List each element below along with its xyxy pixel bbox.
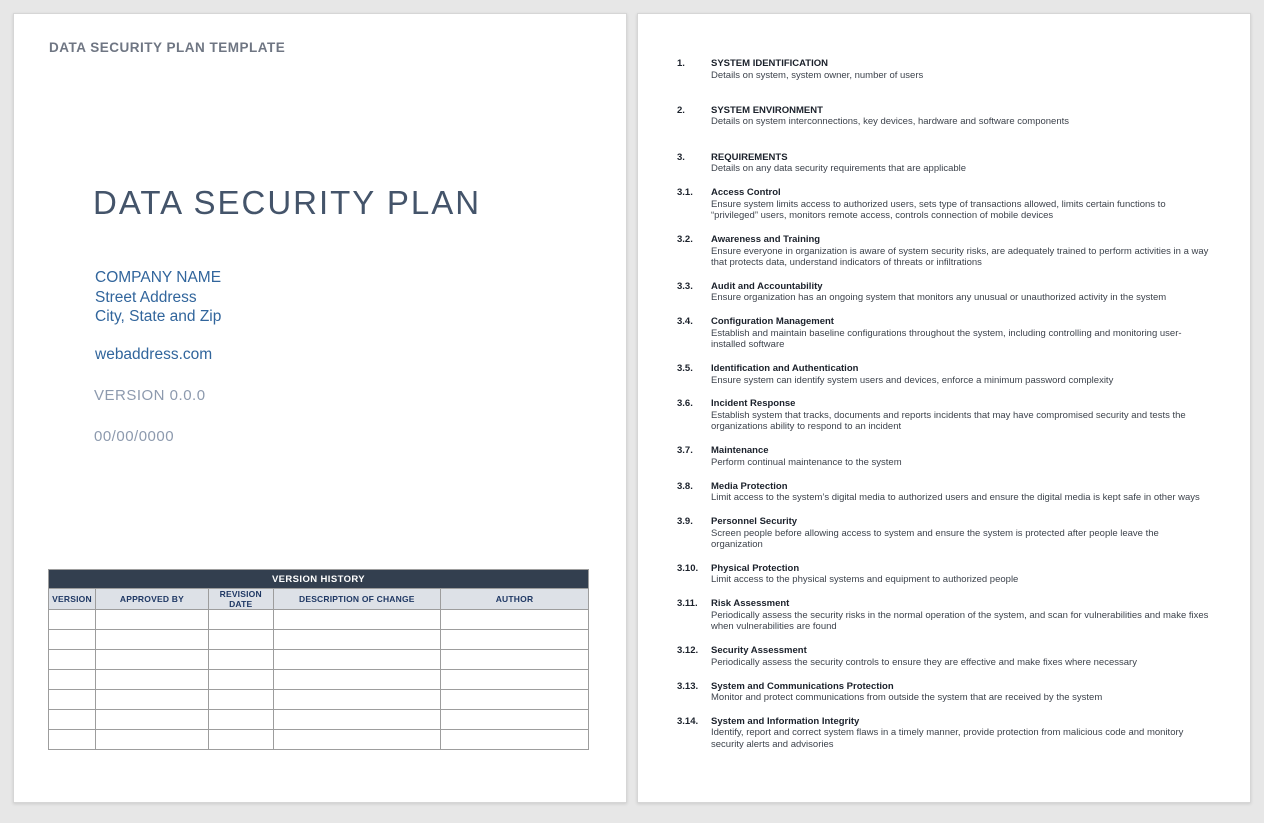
table-row <box>49 670 589 690</box>
section-title: SYSTEM IDENTIFICATION <box>711 58 828 69</box>
empty-cell <box>441 730 589 750</box>
section-body: Ensure system can identify system users and devices, enforce a minimum password complexity <box>711 374 1114 386</box>
empty-cell <box>49 670 96 690</box>
section-title: Incident Response <box>711 398 796 410</box>
empty-cell <box>208 670 273 690</box>
empty-cell <box>208 710 273 730</box>
section-number: 3.6. <box>677 398 693 410</box>
section-body: Establish system that tracks, documents and reports incidents that may have compromised security and tests the organizations ability to respond to an incident <box>711 409 1186 433</box>
section-number: 3.4. <box>677 316 693 328</box>
date-label: 00/00/0000 <box>94 428 175 445</box>
empty-cell <box>95 650 208 670</box>
section-title: Configuration Management <box>711 316 834 328</box>
section-number: 3.1. <box>677 187 693 199</box>
section-number: 3.10. <box>677 562 699 574</box>
section-number: 3. <box>677 151 685 163</box>
section-title: System and Communications Protection <box>711 680 894 692</box>
version-history-table <box>48 569 589 750</box>
empty-cell <box>95 630 208 650</box>
outline-section-3-5 <box>677 363 1210 386</box>
section-title: System and Information Integrity <box>711 715 860 727</box>
document-title: DATA SECURITY PLAN <box>93 184 482 221</box>
section-title: Physical Protection <box>711 562 800 574</box>
column-header-version: VERSION <box>49 589 96 610</box>
section-body: Limit access to the physical systems and equipment to authorized people <box>711 574 1019 586</box>
outline-section-3-13 <box>677 681 1210 704</box>
table-row <box>49 730 589 750</box>
section-body: Ensure system limits access to authorized users, sets type of transactions allowed, limits certain functions to “privileged” users, monitors remote access, controls connection of mobile devices <box>711 198 1166 222</box>
page-cover <box>13 13 627 803</box>
section-title: Risk Assessment <box>711 598 790 610</box>
section-number: 2. <box>677 104 685 116</box>
outline-section-3-6 <box>677 398 1210 432</box>
empty-cell <box>273 690 440 710</box>
version-history-header-row <box>49 589 589 610</box>
section-body: Ensure organization has an ongoing system that monitors any unusual or unauthorized activity in the system <box>711 292 1167 304</box>
outline-section-3-8 <box>677 481 1210 504</box>
outline-list <box>638 14 1250 750</box>
empty-cell <box>273 610 440 630</box>
outline-section-3-4 <box>677 316 1210 350</box>
empty-cell <box>273 650 440 670</box>
section-number: 3.11. <box>677 598 698 610</box>
company-name: COMPANY NAME <box>95 269 222 286</box>
table-row <box>49 690 589 710</box>
section-number: 3.5. <box>677 363 693 375</box>
section-title: Security Assessment <box>711 645 807 657</box>
outline-section-3-2 <box>677 234 1210 268</box>
section-body: Periodically assess the security controls to ensure they are effective and make fixes where necessary <box>711 656 1137 668</box>
section-number: 3.9. <box>677 516 693 528</box>
section-body: Ensure everyone in organization is aware of system security risks, are adequately trained to perform activities in a way that protects data, understand indicators of threats or infiltrations <box>711 245 1209 268</box>
section-body: Identify, report and correct system flaws in a timely manner, provide protection from malicious code and monitory security alerts and advisories <box>711 727 1184 750</box>
section-title: Audit and Accountability <box>711 280 823 292</box>
empty-cell <box>49 730 96 750</box>
section-title: Personnel Security <box>711 516 798 528</box>
section-title: Identification and Authentication <box>711 363 859 375</box>
section-number: 1. <box>677 58 685 69</box>
version-history-caption: VERSION HISTORY <box>49 570 589 589</box>
empty-cell <box>208 610 273 630</box>
empty-cell <box>441 670 589 690</box>
section-title: Awareness and Training <box>711 234 821 246</box>
page-outline <box>637 13 1251 803</box>
column-header-approved-by: APPROVED BY <box>95 589 208 610</box>
section-number: 3.7. <box>677 445 693 457</box>
outline-section-3-9 <box>677 516 1210 550</box>
outline-section-3-10 <box>677 563 1210 586</box>
outline-section-3-1 <box>677 187 1210 221</box>
company-address-block <box>95 268 221 327</box>
section-number: 3.3. <box>677 280 693 292</box>
empty-cell <box>49 690 96 710</box>
column-header-description-of-change: DESCRIPTION OF CHANGE <box>273 589 440 610</box>
outline-section-2 <box>677 105 1210 128</box>
section-body: Screen people before allowing access to system and ensure the system is protected after people leave the organization <box>711 527 1159 550</box>
section-title: Access Control <box>711 187 781 199</box>
section-title: Media Protection <box>711 480 788 492</box>
empty-cell <box>49 710 96 730</box>
empty-cell <box>49 610 96 630</box>
outline-section-3-11 <box>677 598 1210 632</box>
table-row <box>49 630 589 650</box>
company-web-address: webaddress.com <box>95 346 213 363</box>
outline-section-3-7 <box>677 445 1210 468</box>
empty-cell <box>273 710 440 730</box>
version-label: VERSION 0.0.0 <box>94 387 206 404</box>
empty-cell <box>273 670 440 690</box>
section-body: Details on system, system owner, number of users <box>711 69 924 81</box>
section-body: Details on system interconnections, key devices, hardware and software components <box>711 116 1070 128</box>
empty-cell <box>441 610 589 630</box>
section-body: Details on any data security requirements that are applicable <box>711 163 967 175</box>
empty-cell <box>208 730 273 750</box>
section-number: 3.13. <box>677 680 699 692</box>
section-title: Maintenance <box>711 445 769 457</box>
section-body: Limit access to the system’s digital media to authorized users and ensure the digital media is kept safe in other ways <box>711 492 1200 504</box>
company-street-address: Street Address <box>95 288 197 306</box>
outline-section-1 <box>677 58 1210 81</box>
empty-cell <box>95 690 208 710</box>
empty-cell <box>273 730 440 750</box>
section-body: Perform continual maintenance to the system <box>711 456 902 468</box>
version-history-caption-row <box>49 570 589 589</box>
outline-section-3-12 <box>677 645 1210 668</box>
empty-cell <box>208 630 273 650</box>
empty-cell <box>49 650 96 670</box>
section-body: Periodically assess the security risks in the normal operation of the system, and scan for vulnerabilities and make fixes when vulnerabilities are found <box>711 609 1209 633</box>
column-header-revision-date: REVISION DATE <box>208 589 273 610</box>
outline-section-3-3 <box>677 281 1210 304</box>
outline-section-3-14 <box>677 716 1210 750</box>
company-city-state-zip: City, State and Zip <box>95 308 222 325</box>
section-number: 3.14. <box>677 715 699 727</box>
empty-cell <box>208 650 273 670</box>
section-number: 3.2. <box>677 234 693 246</box>
section-number: 3.12. <box>677 645 699 657</box>
empty-cell <box>441 630 589 650</box>
empty-cell <box>441 710 589 730</box>
table-row <box>49 710 589 730</box>
empty-cell <box>95 670 208 690</box>
empty-cell <box>273 630 440 650</box>
table-row <box>49 650 589 670</box>
document-header-label: DATA SECURITY PLAN TEMPLATE <box>49 40 286 55</box>
table-row <box>49 610 589 630</box>
empty-cell <box>95 610 208 630</box>
empty-cell <box>95 730 208 750</box>
empty-cell <box>95 710 208 730</box>
section-body: Monitor and protect communications from outside the system that are received by the system <box>711 692 1103 704</box>
empty-cell <box>49 630 96 650</box>
outline-section-3 <box>677 152 1210 175</box>
empty-cell <box>208 690 273 710</box>
section-title: SYSTEM ENVIRONMENT <box>711 104 823 116</box>
section-body: Establish and maintain baseline configurations throughout the system, including controlling and monitoring user-installed software <box>711 327 1182 351</box>
empty-cell <box>441 650 589 670</box>
empty-cell <box>441 690 589 710</box>
section-title: REQUIREMENTS <box>711 151 788 163</box>
section-number: 3.8. <box>677 480 693 492</box>
column-header-author: AUTHOR <box>441 589 589 610</box>
